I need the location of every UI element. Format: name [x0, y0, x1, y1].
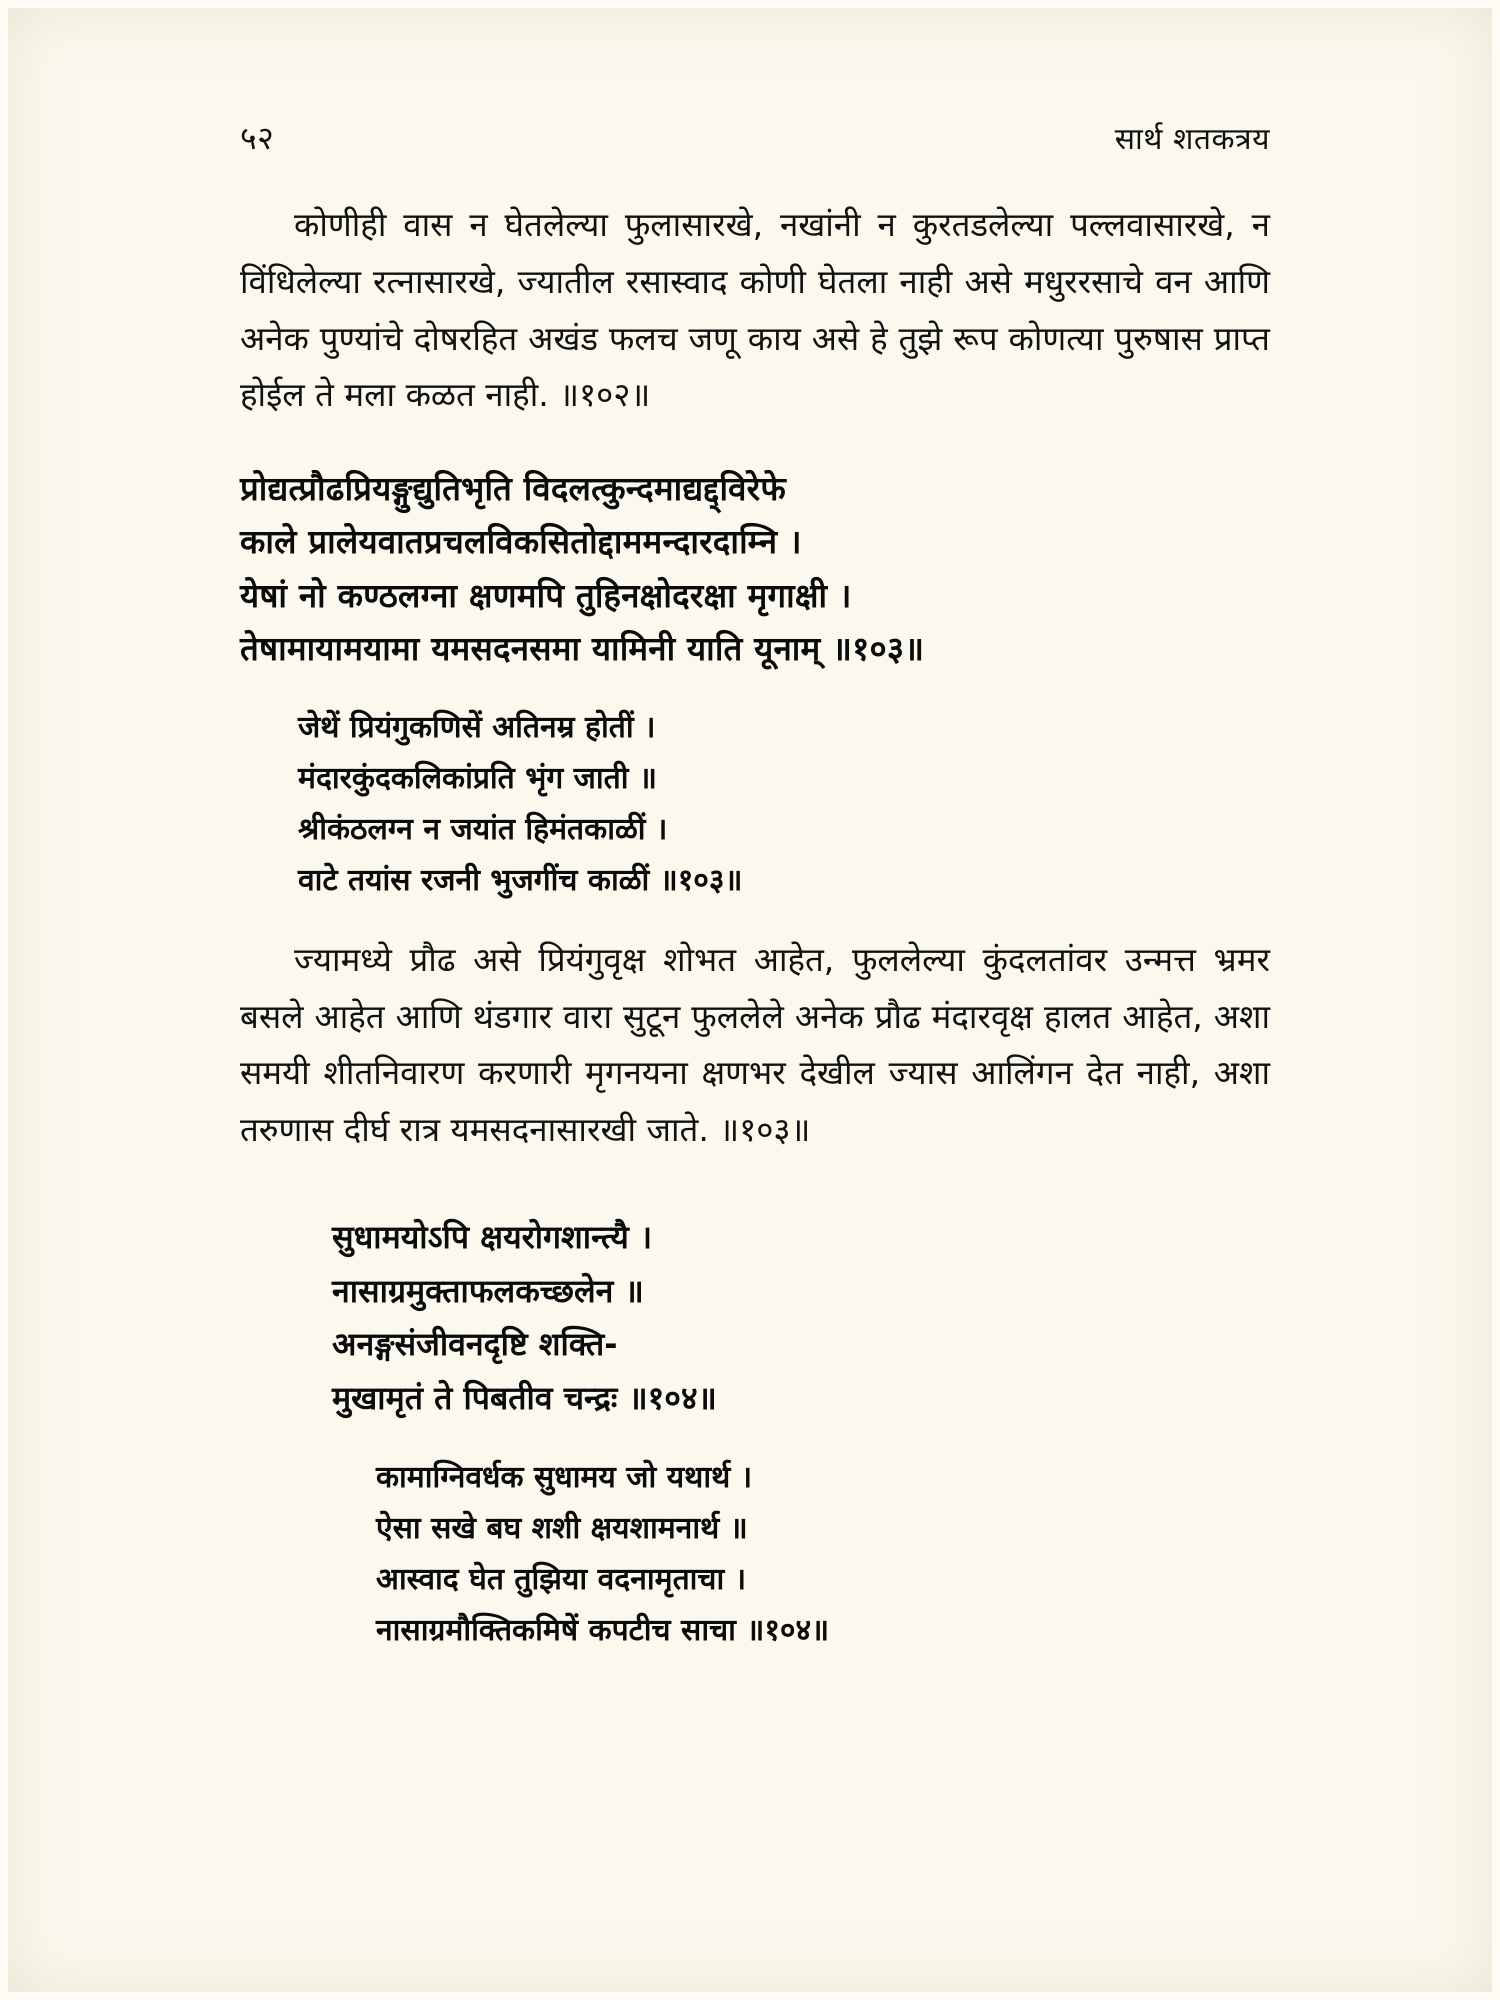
spacer [240, 159, 1270, 197]
verse-line: काले प्रालेयवातप्रचलविकसितोद्दाममन्दारदाम्नि । [240, 522, 802, 562]
prose-block-102 [240, 197, 1270, 424]
spacer [240, 906, 1270, 932]
verse-line: नासाग्रमुक्ताफलकच्छलेन ॥ [332, 1271, 644, 1310]
spacer [240, 424, 1270, 462]
page-content [240, 116, 1270, 1656]
verse-line: ऐसा सखे बघ शशी क्षयशामनार्थ ॥ [376, 1510, 748, 1546]
page-header [240, 116, 1270, 159]
verse-line: श्रीकंठलग्न न जयांत हिमंतकाळीं । [298, 811, 668, 847]
verse-line: नासाग्रमौक्तिकमिषें कपटीच साचा ॥१०४॥ [376, 1612, 830, 1648]
verse-line: वाटे तयांस रजनी भुजगींच काळीं ॥१०३॥ [298, 862, 743, 898]
running-head: सार्थ शतकत्रय [1114, 122, 1270, 157]
verse-line: येषां नो कण्ठलग्ना क्षणमपि तुहिनक्षोदरक्षा मृगाक्षी । [240, 575, 852, 615]
folio-number: ५२ [240, 119, 275, 157]
marathi-verse-103 [240, 702, 1270, 906]
prose-paragraph: ज्यामध्ये प्रौढ असे प्रियंगुवृक्ष शोभत आहेत, फुललेल्या कुंदलतांवर उन्मत्त भ्रमर बसले आहेत आणि थंडगार वारा सुटून फुललेले अनेक प्रौढ मंदारवृक्ष हालत आहेत, अशा समयी शीतनिवारण करणारी मृगनयना क्षणभर देखील ज्यास आलिंगन देत नाही, अशा तरुणास दीर्घ रात्र यमसदनासारखी जाते. ॥१०३॥ [240, 939, 1270, 1150]
verse-line: तेषामायामयामा यमसदनसमा यामिनी याति यूनाम् ॥१०३॥ [240, 629, 925, 669]
spacer [240, 676, 1270, 702]
marathi-verse-104 [240, 1452, 1270, 1656]
prose-block-103 [240, 932, 1270, 1159]
spacer [240, 1426, 1270, 1452]
spacer [240, 1159, 1270, 1211]
verse-line: आस्वाद घेत तुझिया वदनामृताचा । [376, 1561, 747, 1597]
verse-line: जेथें प्रियंगुकणिसें अतिनम्र होतीं । [298, 709, 656, 745]
verse-line: कामाग्निवर्धक सुधामय जो यथार्थ । [376, 1459, 753, 1495]
verse-line: सुधामयोऽपि क्षयरोगशान्त्यै । [332, 1217, 653, 1256]
paper-sheet [8, 8, 1492, 1992]
verse-line: प्रोद्यत्प्रौढप्रियङ्गुद्युतिभृति विदलत्कुन्दमाद्यद्द्विरेफे [240, 469, 786, 508]
sanskrit-verse-104 [240, 1211, 1270, 1426]
sanskrit-verse-103 [240, 462, 1270, 676]
verse-line: मंदारकुंदकलिकांप्रति भृंग जाती ॥ [298, 760, 657, 796]
verse-line: मुखामृतं ते पिबतीव चन्द्रः ॥१०४॥ [332, 1379, 717, 1418]
prose-paragraph: कोणीही वास न घेतलेल्या फुलासारखे, नखांनी न कुरतडलेल्या पल्लवासारखे, न विंधिलेल्या रत्नासारखे, ज्यातील रसास्वाद कोणी घेतला नाही असे मधुररसाचे वन आणि अनेक पुण्यांचे दोषरहित अखंड फलच जणू काय असे हे तुझे रूप कोणत्या पुरुषास प्राप्त होईल ते मला कळत नाही. ॥१०२॥ [240, 205, 1270, 415]
verse-line: अनङ्गसंजीवनदृष्टि शक्ति- [332, 1325, 618, 1364]
